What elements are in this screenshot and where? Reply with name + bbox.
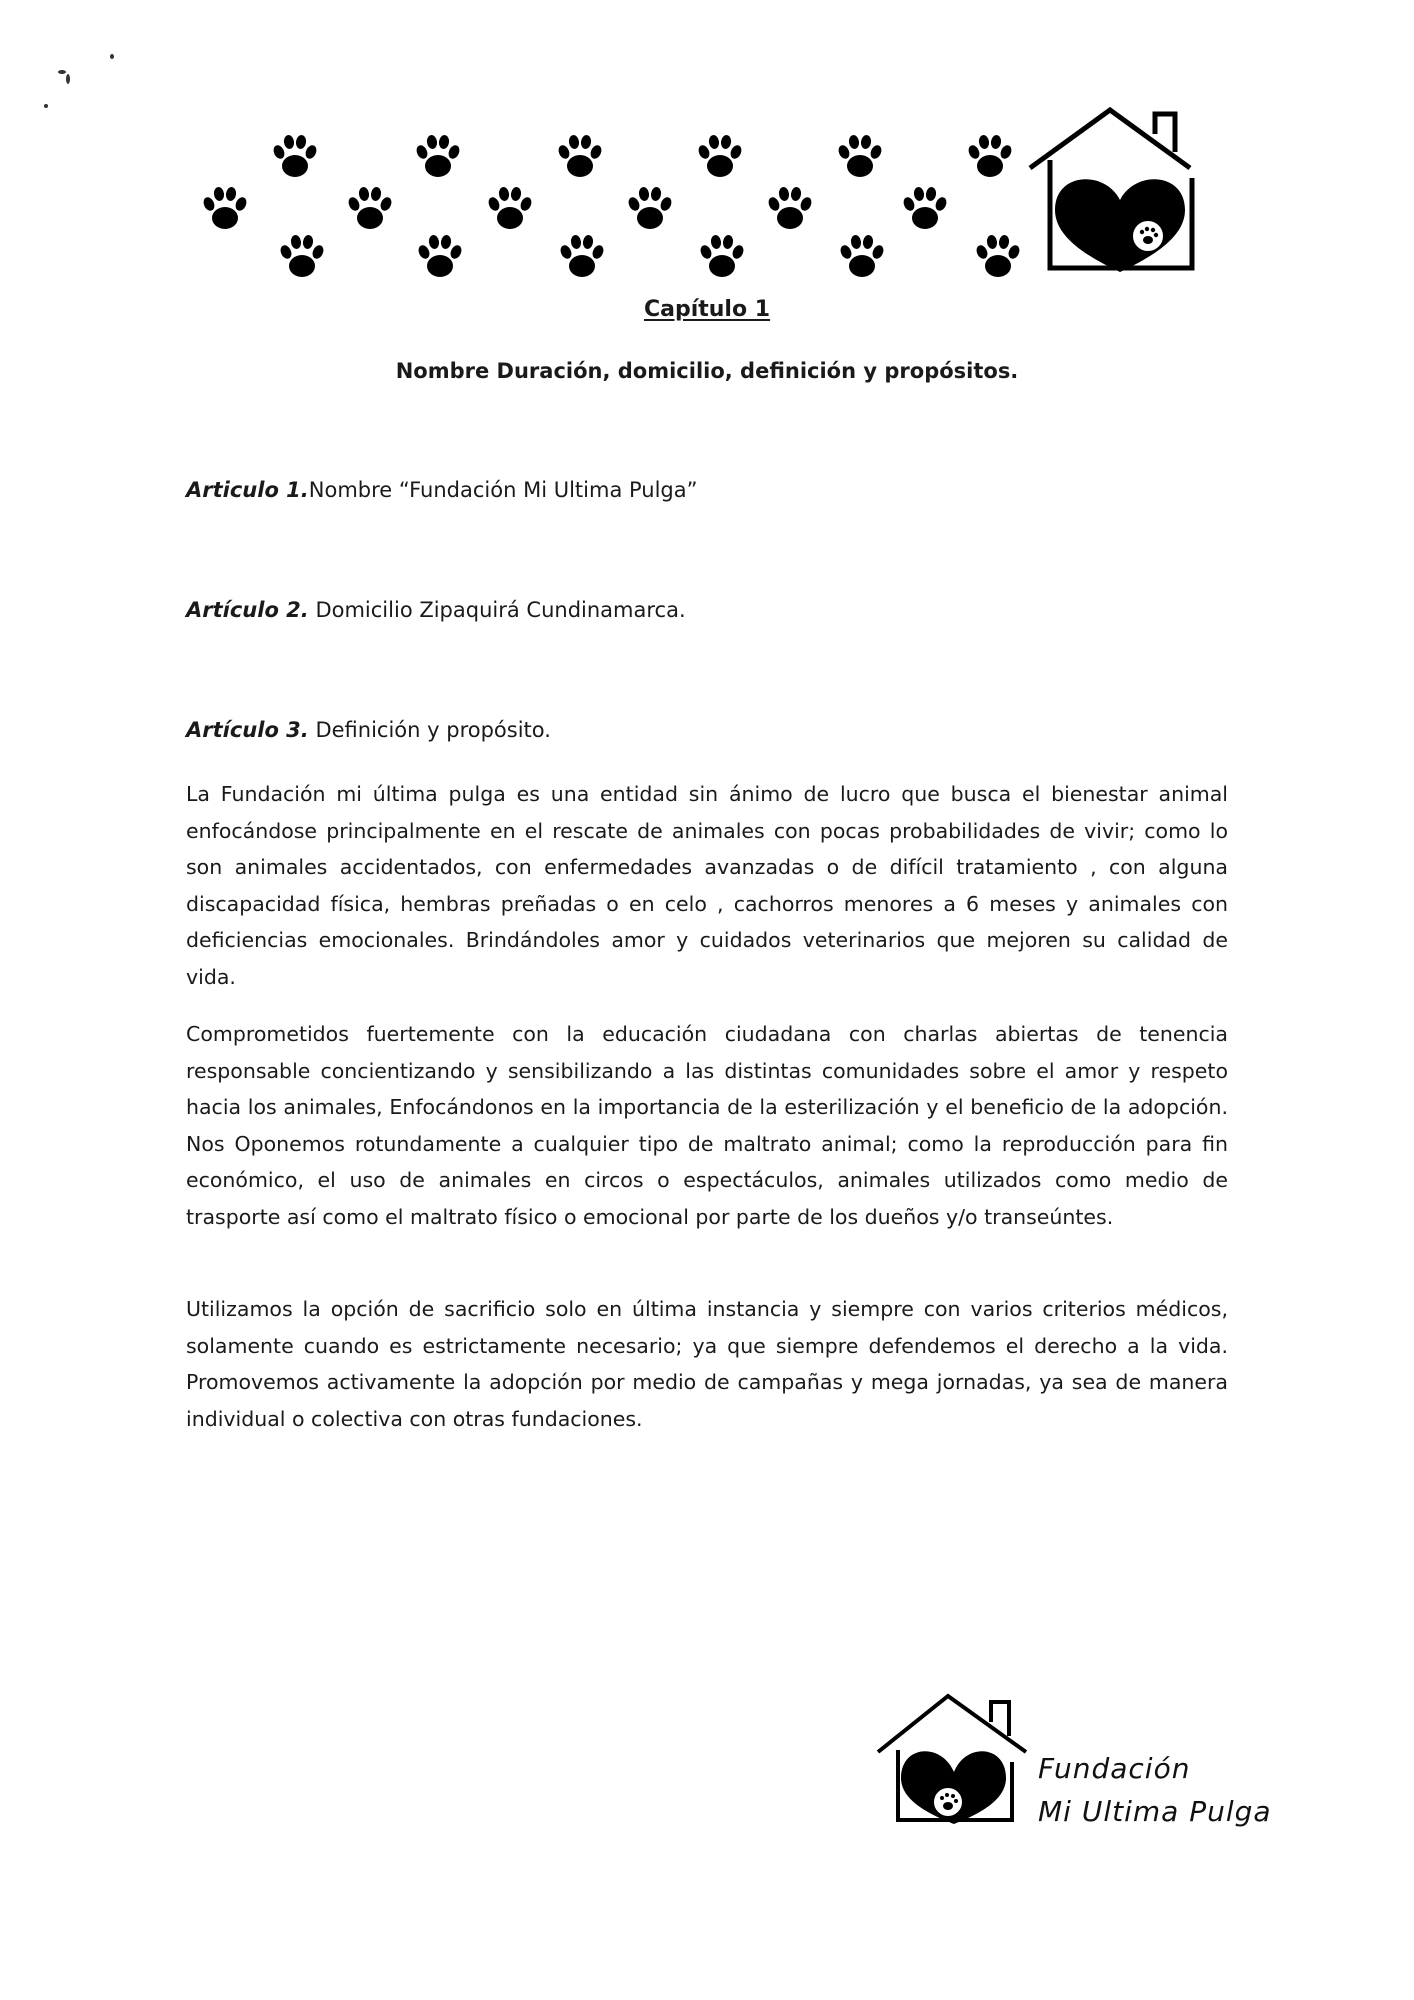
paw-print-icon [837,134,884,177]
paw-print-icon [347,186,394,229]
article-label: Artículo 2. [186,598,309,622]
paragraph-education: Comprometidos fuertemente con la educación ciudadana con charlas abiertas de tenencia responsable concientizando y sensibilizando a las distintas comunidades sobre el amor y respeto hacia los animales, Enfocándonos en la importancia de la esterilización y el beneficio de la adopción. Nos Oponemos rotundamente a cualquier tipo de maltrato animal; como la reproducción para fin económico, el uso de animales en circos o espectáculos, animales utilizados como medio de trasporte así como el maltrato físico o emocional por parte de los dueños y/o transeúntes. [186,1022,1228,1229]
scan-speck [66,74,70,84]
article-2 [186,598,1226,622]
paw-print-icon [699,234,746,277]
scan-speck [110,54,114,59]
house-heart-logo-icon [876,1690,1031,1825]
paw-print-icon [902,186,949,229]
scan-speck [44,104,48,108]
article-1 [186,478,1226,502]
article-text: Nombre “Fundación Mi Ultima Pulga” [308,478,698,502]
article-label: Artículo 3. [186,718,309,742]
paw-print-icon [415,134,462,177]
paw-print-icon [839,234,886,277]
article-text: Definición y propósito. [308,718,551,742]
chapter-title: Capítulo 1 [643,297,771,322]
scan-speck [58,70,66,74]
article-label: Articulo 1. [186,478,309,502]
paw-print-icon [487,186,534,229]
paw-print-icon [417,234,464,277]
paw-prints-banner-icon [150,100,1250,300]
paragraph-adoption: Utilizamos la opción de sacrificio solo en última instancia y siempre con varios criterios médicos, solamente cuando es estrictamente necesario; ya que siempre defendemos el derecho a la vida. Promovemos activamente la adopción por medio de campañas y mega jornadas, ya sea de manera individual o colectiva con otras fundaciones. [186,1297,1228,1431]
paw-print-icon [967,134,1014,177]
paw-print-icon [202,186,249,229]
article-3 [186,718,1226,742]
brand-name-line1: Fundación [1038,1752,1191,1785]
brand-name-line2: Mi Ultima Pulga [1038,1795,1272,1828]
paw-print-icon [767,186,814,229]
chapter-subtitle: Nombre Duración, domicilio, definición y propósitos. [395,359,1019,383]
paw-print-icon [697,134,744,177]
paw-print-icon [559,234,606,277]
paw-print-icon [557,134,604,177]
paw-print-icon [975,234,1022,277]
paragraph-definition: La Fundación mi última pulga es una entidad sin ánimo de lucro que busca el bienestar animal enfocándose principalmente en el rescate de animales con pocas probabilidades de vivir; como lo son animales accidentados, con enfermedades avanzadas o de difícil tratamiento , con alguna discapacidad física, hembras preñadas o en celo , cachorros menores a 6 meses y animales con deficiencias emocionales. Brindándoles amor y cuidados veterinarios que mejoren su calidad de vida. [186,782,1228,989]
paw-print-icon [272,134,319,177]
paw-print-icon [627,186,674,229]
article-text: Domicilio Zipaquirá Cundinamarca. [308,598,686,622]
paw-print-icon [279,234,326,277]
